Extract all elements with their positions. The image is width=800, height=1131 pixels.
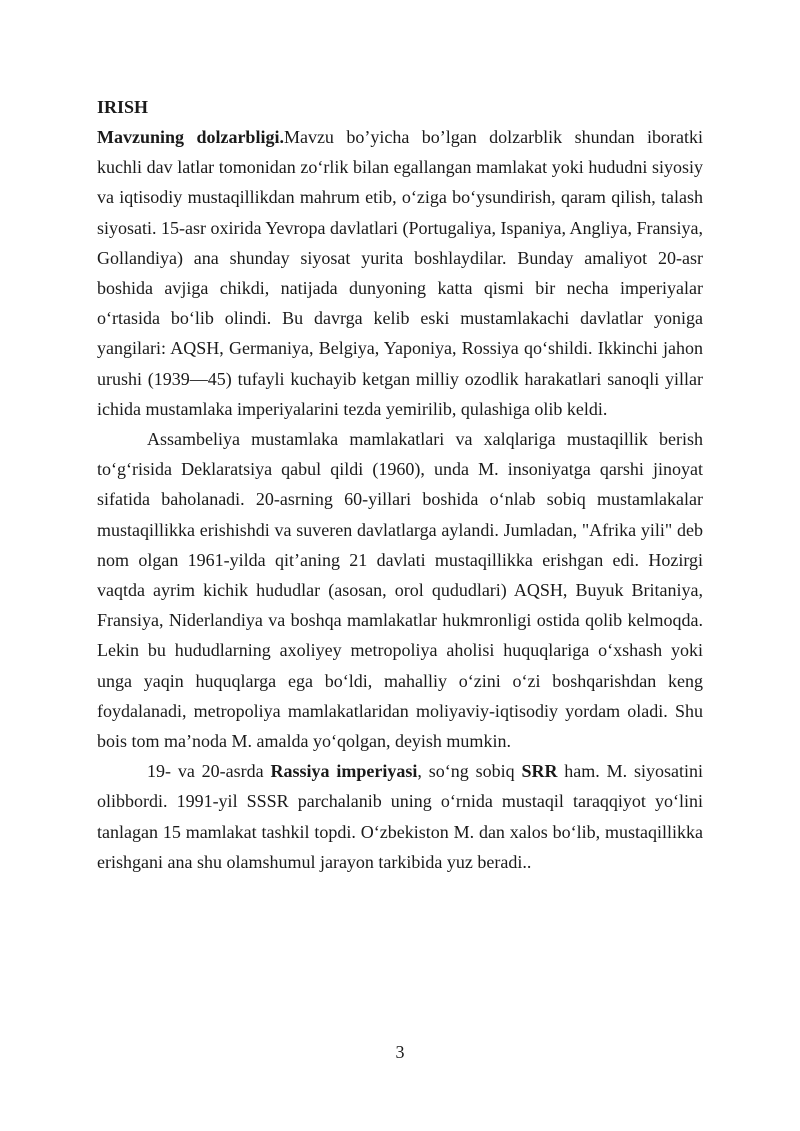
russian-empire-bold: Rassiya imperiyasi: [270, 761, 418, 782]
section-heading: IRISH: [97, 97, 149, 117]
srr-bold: SRR: [521, 761, 558, 782]
relevance-text: Mavzu bo’yicha bo’lgan dolzarblik shundan iboratki kuchli dav latlar tomonidan zo‘rlik bilan egallangan mamlakat yoki hududni siyosiy va iqtisodiy mustaqillikdan mahrum etib, o‘ziga bo‘ysundirish, qaram qilish, talash siyosati. 15-asr oxirida Yevropa davlatlari (Portugaliya, Ispaniya, Angliya, Fransiya, Gollandiya) ana shunday siyosat yurita boshlaydilar. Bunday amaliyot 20-asr boshida avjiga chikdi, natijada dunyoning katta qismi bir necha imperiyalar o‘rtasida bo‘lib olindi. Bu davrga kelib eski mustamlakachi davlatlar yoniga yangilari: AQSH, Germaniya, Belgiya, Yaponiya, Rossiya qo‘shildi. Ikkinchi jahon urushi (1939—45) tufayli kuchayib ketgan milliy ozodlik harakatlari sanoqli yillar ichida mustamlaka imperiyalarini tezda yemirilib, qulashiga olib keldi.: [97, 127, 703, 419]
page-number: 3: [395, 1042, 405, 1062]
paragraph-relevance: [97, 122, 703, 424]
russian-empire-text-3: ham. M. siyosatini olibbordi. 1991-yil SSSR parchalanib uning o‘rnida mustaqil taraqqiyot yo‘lini tanlagan 15 mamlakat tashkil topdi. O‘zbekiston M. dan xalos bo‘lib, mustaqillikka erishgani ana shu olamshumul jarayon tarkibida yuz beradi..: [97, 761, 703, 872]
decolonization-text: Assambeliya mustamlaka mamlakatlari va xalqlariga mustaqillik berish to‘g‘risida Deklaratsiya qabul qildi (1960), unda M. insoniyatga qarshi jinoyat sifatida baholanadi. 20-asrning 60-yillari boshida o‘nlab sobiq mustamlakalar mustaqillikka erishishdi va suveren davlatlarga aylandi. Jumladan, "Afrika yili" deb nom olgan 1961-yilda qit’aning 21 davlati mustaqillikka erishgan edi. Hozirgi vaqtda ayrim kichik hududlar (asosan, orol qududlari) AQSH, Buyuk Britaniya, Fransiya, Niderlandiya va boshqa mamlakatlar hukmronligi ostida qolib kelmoqda. Lekin bu hududlarning axoliyey metropoliya aholisi huquqlariga o‘xshash yoki unga yaqin huquqlarga ega bo‘ldi, mahalliy o‘zini o‘zi boshqarishdan keng foydalanadi, metropoliya mamlakatlaridan moliyaviy-iqtisodiy yordam oladi. Shu bois tom ma’noda M. amalda yo‘qolgan, deyish mumkin.: [97, 429, 703, 752]
paragraph-russian-empire: [97, 756, 703, 877]
paragraph-decolonization: [97, 424, 703, 756]
document-body: [97, 92, 703, 877]
russian-empire-text-1: 19- va 20-asrda: [147, 761, 271, 782]
russian-empire-text-2: , so‘ng sobiq: [417, 761, 522, 782]
relevance-lead: Mavzuning dolzarbligi.: [97, 127, 284, 147]
